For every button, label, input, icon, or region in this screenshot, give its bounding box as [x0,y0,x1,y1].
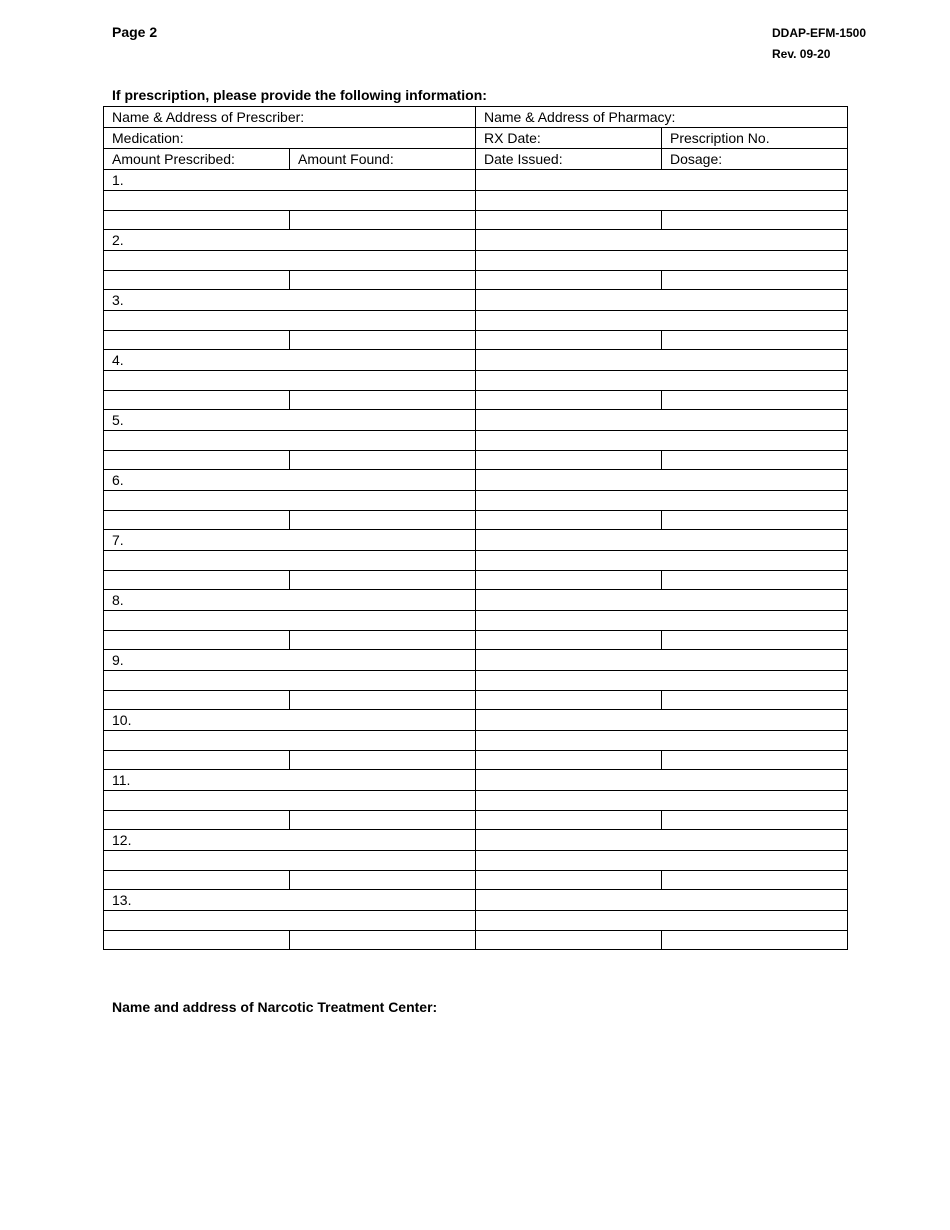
pharmacy-address-field[interactable] [476,911,848,931]
pharmacy-name-field[interactable] [476,710,848,731]
amount-found-field[interactable] [290,691,476,710]
entry-detail-row [104,811,848,830]
prescriber-address-field[interactable] [104,371,476,391]
pharmacy-name-field[interactable] [476,590,848,611]
treatment-center-label: Name and address of Narcotic Treatment Center: [112,999,438,1015]
entry-number: 6. [104,470,476,491]
medication-label: Medication: [104,128,476,149]
entry-detail-row [104,631,848,650]
pharmacy-name-field[interactable] [476,530,848,551]
entry-address-row [104,851,848,871]
amount-prescribed-field[interactable] [104,811,290,830]
entry-number: 9. [104,650,476,671]
pharmacy-address-field[interactable] [476,431,848,451]
pharmacy-name-field[interactable] [476,230,848,251]
entry-number: 1. [104,170,476,191]
entry-detail-row [104,751,848,770]
entry-detail-row [104,391,848,410]
pharmacy-address-field[interactable] [476,731,848,751]
pharmacy-address-field[interactable] [476,551,848,571]
amount-prescribed-field[interactable] [104,871,290,890]
entry-number: 12. [104,830,476,851]
prescriber-address-field[interactable] [104,491,476,511]
prescriber-address-field[interactable] [104,671,476,691]
dosage-field[interactable] [662,751,848,770]
amount-found-field[interactable] [290,571,476,590]
pharmacy-name-field[interactable] [476,830,848,851]
prescriber-label: Name & Address of Prescriber: [104,107,476,128]
date-issued-field[interactable] [476,811,662,830]
entry-number: 2. [104,230,476,251]
entry-medication-row [104,470,848,491]
amount-found-label: Amount Found: [290,149,476,170]
pharmacy-address-field[interactable] [476,371,848,391]
amount-found-field[interactable] [290,451,476,470]
entry-number: 10. [104,710,476,731]
entry-address-row [104,671,848,691]
amount-prescribed-field[interactable] [104,691,290,710]
entry-detail-row [104,691,848,710]
pharmacy-address-field[interactable] [476,491,848,511]
date-issued-label: Date Issued: [476,149,662,170]
table-header-row [104,107,848,128]
prescriber-address-field[interactable] [104,791,476,811]
pharmacy-name-field[interactable] [476,650,848,671]
amount-prescribed-field[interactable] [104,391,290,410]
entry-number: 7. [104,530,476,551]
date-issued-field[interactable] [476,511,662,530]
date-issued-field[interactable] [476,271,662,290]
prescriber-address-field[interactable] [104,251,476,271]
entry-medication-row [104,230,848,251]
dosage-field[interactable] [662,331,848,350]
amount-found-field[interactable] [290,871,476,890]
entry-medication-row [104,710,848,731]
amount-found-field[interactable] [290,811,476,830]
date-issued-field[interactable] [476,391,662,410]
dosage-field[interactable] [662,691,848,710]
entry-number: 4. [104,350,476,371]
entry-medication-row [104,830,848,851]
amount-prescribed-field[interactable] [104,511,290,530]
entry-address-row [104,431,848,451]
dosage-field[interactable] [662,811,848,830]
prescriber-address-field[interactable] [104,851,476,871]
entry-detail-row [104,871,848,890]
amount-prescribed-field[interactable] [104,571,290,590]
entry-medication-row [104,650,848,671]
page-label: Page 2 [112,24,158,40]
prescriber-address-field[interactable] [104,311,476,331]
prescriber-address-field[interactable] [104,431,476,451]
date-issued-field[interactable] [476,451,662,470]
pharmacy-label: Name & Address of Pharmacy: [476,107,848,128]
entry-medication-row [104,590,848,611]
entry-detail-row [104,571,848,590]
pharmacy-address-field[interactable] [476,251,848,271]
entry-medication-row [104,770,848,791]
entry-address-row [104,791,848,811]
pharmacy-address-field[interactable] [476,311,848,331]
entry-address-row [104,251,848,271]
entry-address-row [104,311,848,331]
dosage-field[interactable] [662,271,848,290]
entry-detail-row [104,211,848,230]
pharmacy-address-field[interactable] [476,611,848,631]
entry-address-row [104,551,848,571]
pharmacy-address-field[interactable] [476,671,848,691]
amount-found-field[interactable] [290,271,476,290]
prescriber-address-field[interactable] [104,611,476,631]
pharmacy-name-field[interactable] [476,470,848,491]
entry-detail-row [104,271,848,290]
amount-found-field[interactable] [290,391,476,410]
prescription-no-label: Prescription No. [662,128,848,149]
entry-address-row [104,731,848,751]
date-issued-field[interactable] [476,751,662,770]
prescriber-address-field[interactable] [104,551,476,571]
pharmacy-name-field[interactable] [476,170,848,191]
entry-number: 3. [104,290,476,311]
entry-detail-row [104,931,848,950]
entry-detail-row [104,331,848,350]
date-issued-field[interactable] [476,631,662,650]
date-issued-field[interactable] [476,211,662,230]
amount-prescribed-field[interactable] [104,751,290,770]
amount-prescribed-field[interactable] [104,211,290,230]
entry-detail-row [104,511,848,530]
dosage-field[interactable] [662,571,848,590]
date-issued-field[interactable] [476,931,662,950]
pharmacy-name-field[interactable] [476,290,848,311]
pharmacy-address-field[interactable] [476,851,848,871]
prescription-table [103,106,848,950]
prescriber-address-field[interactable] [104,191,476,211]
rx-date-label: RX Date: [476,128,662,149]
pharmacy-name-field[interactable] [476,350,848,371]
dosage-field[interactable] [662,391,848,410]
entry-medication-row [104,170,848,191]
entry-medication-row [104,350,848,371]
dosage-label: Dosage: [662,149,848,170]
amount-found-field[interactable] [290,211,476,230]
pharmacy-name-field[interactable] [476,890,848,911]
form-code: DDAP-EFM-1500 [772,26,867,40]
dosage-field[interactable] [662,211,848,230]
amount-found-field[interactable] [290,511,476,530]
amount-found-field[interactable] [290,331,476,350]
prescriber-address-field[interactable] [104,911,476,931]
amount-prescribed-field[interactable] [104,271,290,290]
dosage-field[interactable] [662,931,848,950]
entry-medication-row [104,290,848,311]
date-issued-field[interactable] [476,331,662,350]
entry-medication-row [104,890,848,911]
entry-address-row [104,611,848,631]
entry-detail-row [104,451,848,470]
date-issued-field[interactable] [476,571,662,590]
form-revision: Rev. 09-20 [772,47,831,61]
amount-prescribed-field[interactable] [104,331,290,350]
entry-address-row [104,371,848,391]
table-header-row [104,128,848,149]
amount-found-field[interactable] [290,631,476,650]
prescription-instruction: If prescription, please provide the following information: [112,87,487,103]
dosage-field[interactable] [662,631,848,650]
amount-found-field[interactable] [290,751,476,770]
amount-found-field[interactable] [290,931,476,950]
pharmacy-address-field[interactable] [476,191,848,211]
entry-address-row [104,491,848,511]
entry-medication-row [104,530,848,551]
entry-number: 8. [104,590,476,611]
prescriber-address-field[interactable] [104,731,476,751]
entry-medication-row [104,410,848,431]
table-header-row [104,149,848,170]
date-issued-field[interactable] [476,691,662,710]
amount-prescribed-field[interactable] [104,631,290,650]
dosage-field[interactable] [662,871,848,890]
date-issued-field[interactable] [476,871,662,890]
pharmacy-address-field[interactable] [476,791,848,811]
pharmacy-name-field[interactable] [476,770,848,791]
entry-number: 13. [104,890,476,911]
amount-prescribed-label: Amount Prescribed: [104,149,290,170]
amount-prescribed-field[interactable] [104,931,290,950]
entry-number: 5. [104,410,476,431]
entry-number: 11. [104,770,476,791]
entry-address-row [104,191,848,211]
amount-prescribed-field[interactable] [104,451,290,470]
entry-address-row [104,911,848,931]
dosage-field[interactable] [662,451,848,470]
pharmacy-name-field[interactable] [476,410,848,431]
dosage-field[interactable] [662,511,848,530]
